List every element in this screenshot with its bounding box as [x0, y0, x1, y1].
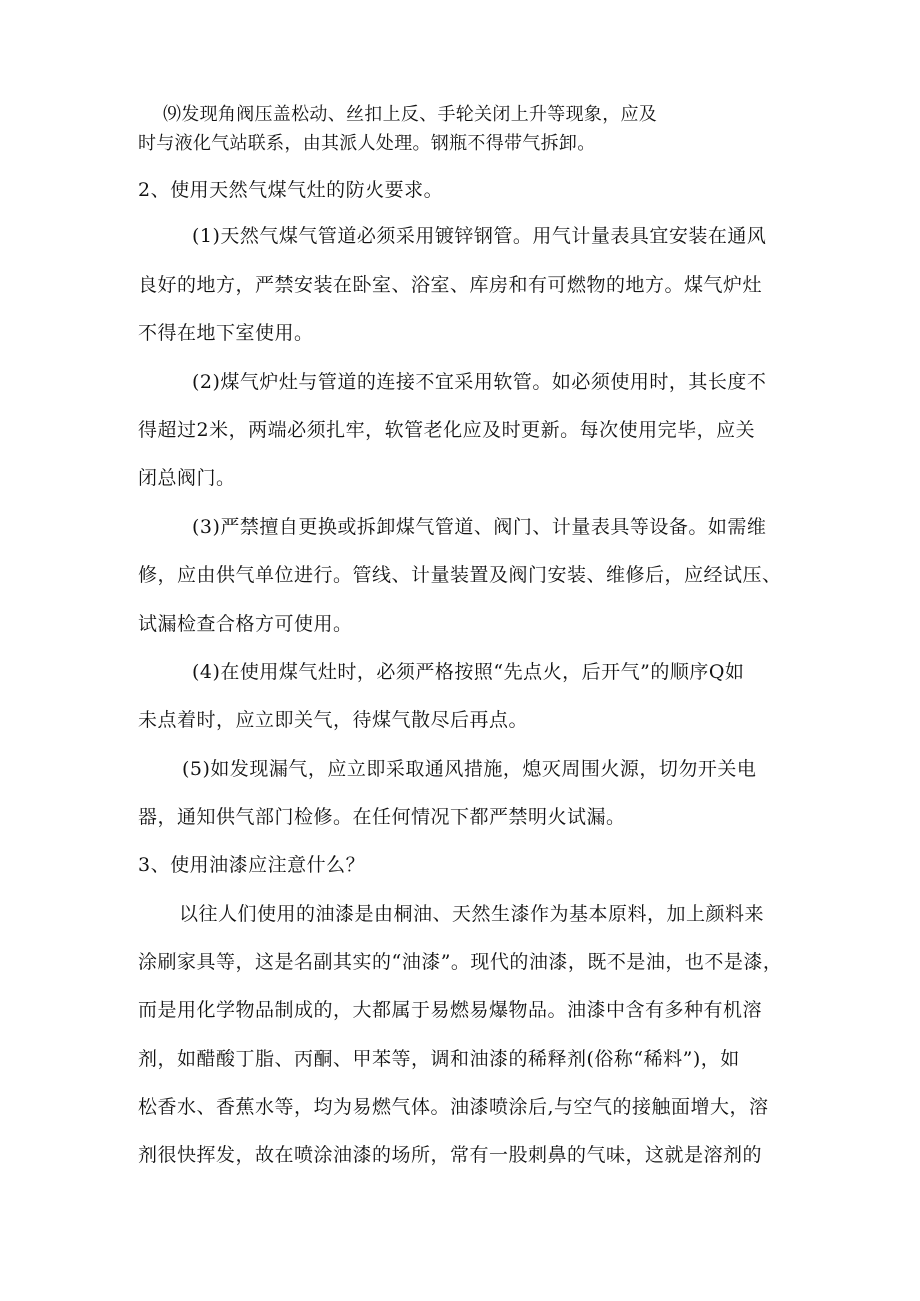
text-line: 未点着时，应立即关气，待煤气散尽后再点。 [138, 709, 529, 731]
text-line: 而是用化学物品制成的，大都属于易燃易爆物品。油漆中含有多种有机溶 [138, 999, 763, 1021]
section-heading: 3、使用油漆应注意什么？ [138, 854, 366, 876]
text-line: 剂，如醋酸丁脂、丙酮、甲苯等，调和油漆的稀释剂(俗称“稀料”)，如 [138, 1048, 740, 1070]
text-line: 松香水、香蕉水等，均为易燃气体。油漆喷涂后,与空气的接触面增大，溶 [138, 1096, 769, 1118]
text-line: (3)严禁擅自更换或拆卸煤气管道、阀门、计量表具等设备。如需维 [192, 516, 767, 538]
text-line: 时与液化气站联系，由其派人处理。钢瓶不得带气拆卸。 [138, 133, 596, 154]
text-line: (5)如发现漏气，应立即采取通风措施，熄灭周围火源，切勿开关电 [182, 758, 757, 780]
section-heading: 2、使用天然气煤气灶的防火要求。 [138, 179, 444, 201]
text-line: 修，应由供气单位进行。管线、计量装置及阀门安装、维修后，应经试压、 [138, 564, 782, 586]
text-line: (1)天然气煤气管道必须采用镀锌钢管。用气计量表具宜安装在通风 [192, 225, 767, 247]
text-line: 剂很快挥发，故在喷涂油漆的场所，常有一股刺鼻的气味，这就是溶剂的 [138, 1144, 763, 1166]
text-line: 涂刷家具等，这是名副其实的“油漆”。现代的油漆，既不是油，也不是漆， [138, 951, 783, 973]
text-line: 得超过2米，两端必须扎牢，软管老化应及时更新。每次使用完毕，应关 [138, 419, 756, 441]
text-line: 不得在地下室使用。 [138, 322, 314, 344]
text-line: 良好的地方，严禁安装在卧室、浴室、库房和有可燃物的地方。煤气炉灶 [138, 274, 763, 296]
text-line: ⑼发现角阀压盖松动、丝扣上反、手轮关闭上升等现象，应及 [163, 104, 658, 125]
text-line: (4)在使用煤气灶时，必须严格按照“先点火，后开气”的顺序Q如 [192, 661, 745, 683]
text-line: 以往人们使用的油漆是由桐油、天然生漆作为基本原料，加上颜料来 [179, 903, 765, 925]
text-line: 器，通知供气部门检修。在任何情况下都严禁明火试漏。 [138, 806, 626, 828]
text-line: (2)煤气炉灶与管道的连接不宜采用软管。如必须使用时，其长度不 [192, 371, 767, 393]
text-line: 试漏检查合格方可使用。 [138, 613, 353, 635]
text-line: 闭总阀门。 [138, 467, 236, 489]
